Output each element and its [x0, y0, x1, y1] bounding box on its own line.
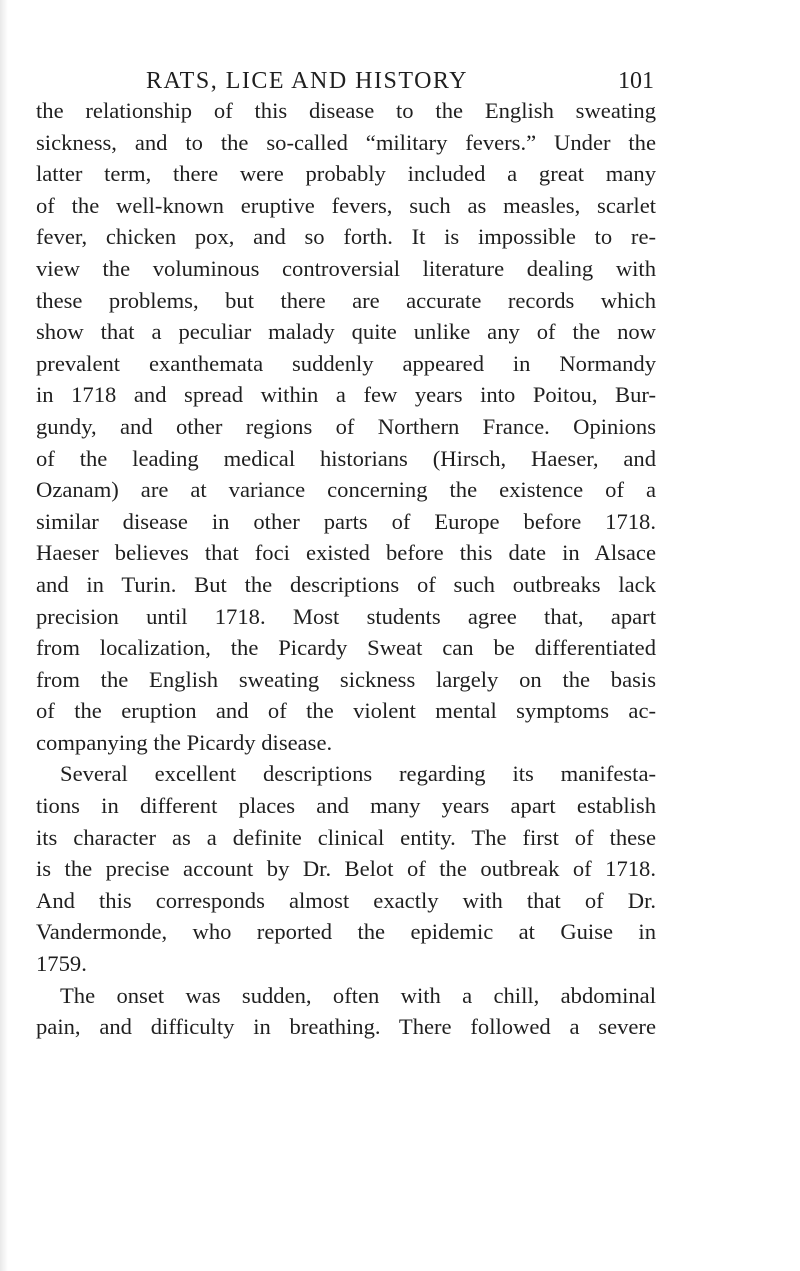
paragraph [36, 758, 656, 979]
text-line: its character as a definite clinical entity. The first of these [36, 824, 656, 850]
text-line: Ozanam) are at variance concerning the existence of a [36, 477, 656, 503]
text-line: and in Turin. But the descriptions of such outbreaks lack [36, 571, 656, 597]
text-line: fever, chicken pox, and so forth. It is impossible to re- [36, 224, 656, 250]
text-line: show that a peculiar malady quite unlike any of the now [36, 319, 656, 345]
text-line: is the precise account by Dr. Belot of the outbreak of 1718. [36, 856, 656, 882]
page-spine-shadow [0, 0, 8, 1271]
text-line: 1759. [36, 951, 87, 977]
text-line: sickness, and to the so-called “military fevers.” Under the [36, 129, 656, 155]
text-line: Several excellent descriptions regarding its manifesta- [60, 761, 656, 787]
text-line: gundy, and other regions of Northern France. Opinions [36, 413, 656, 439]
text-line: And this corresponds almost exactly with that of Dr. [36, 887, 656, 913]
text-line: prevalent exanthemata suddenly appeared in Normandy [36, 350, 656, 376]
text-line: the relationship of this disease to the English sweating [36, 98, 656, 123]
running-head: RATS, LICE AND HISTORY [146, 68, 468, 94]
text-line: of the leading medical historians (Hirsch, Haeser, and [36, 445, 656, 471]
text-line: latter term, there were probably included a great many [36, 161, 656, 187]
text-line: of the eruption and of the violent mental symptoms ac- [36, 698, 656, 724]
paragraph [36, 95, 656, 758]
text-line: view the voluminous controversial literature dealing with [36, 255, 656, 281]
text-line: these problems, but there are accurate records which [36, 287, 656, 313]
text-line: Haeser believes that foci existed before this date in Alsace [36, 540, 656, 566]
text-line: Vandermonde, who reported the epidemic at Guise in [36, 919, 656, 945]
text-line: from the English sweating sickness largely on the basis [36, 666, 656, 692]
text-line: pain, and difficulty in breathing. There followed a severe [36, 1014, 656, 1040]
page-number: 101 [618, 68, 654, 94]
text-line: from localization, the Picardy Sweat can be differentiated [36, 635, 656, 661]
text-line: in 1718 and spread within a few years into Poitou, Bur- [36, 382, 656, 408]
text-line: tions in different places and many years apart establish [36, 793, 656, 819]
text-line: The onset was sudden, often with a chill, abdominal [60, 982, 656, 1008]
text-line: precision until 1718. Most students agree that, apart [36, 603, 656, 629]
body-text [36, 95, 656, 1043]
text-line: similar disease in other parts of Europe before 1718. [36, 508, 656, 534]
text-line: companying the Picardy disease. [36, 729, 333, 755]
paragraph [36, 980, 656, 1043]
text-line: of the well-known eruptive fevers, such as measles, scarlet [36, 192, 656, 218]
